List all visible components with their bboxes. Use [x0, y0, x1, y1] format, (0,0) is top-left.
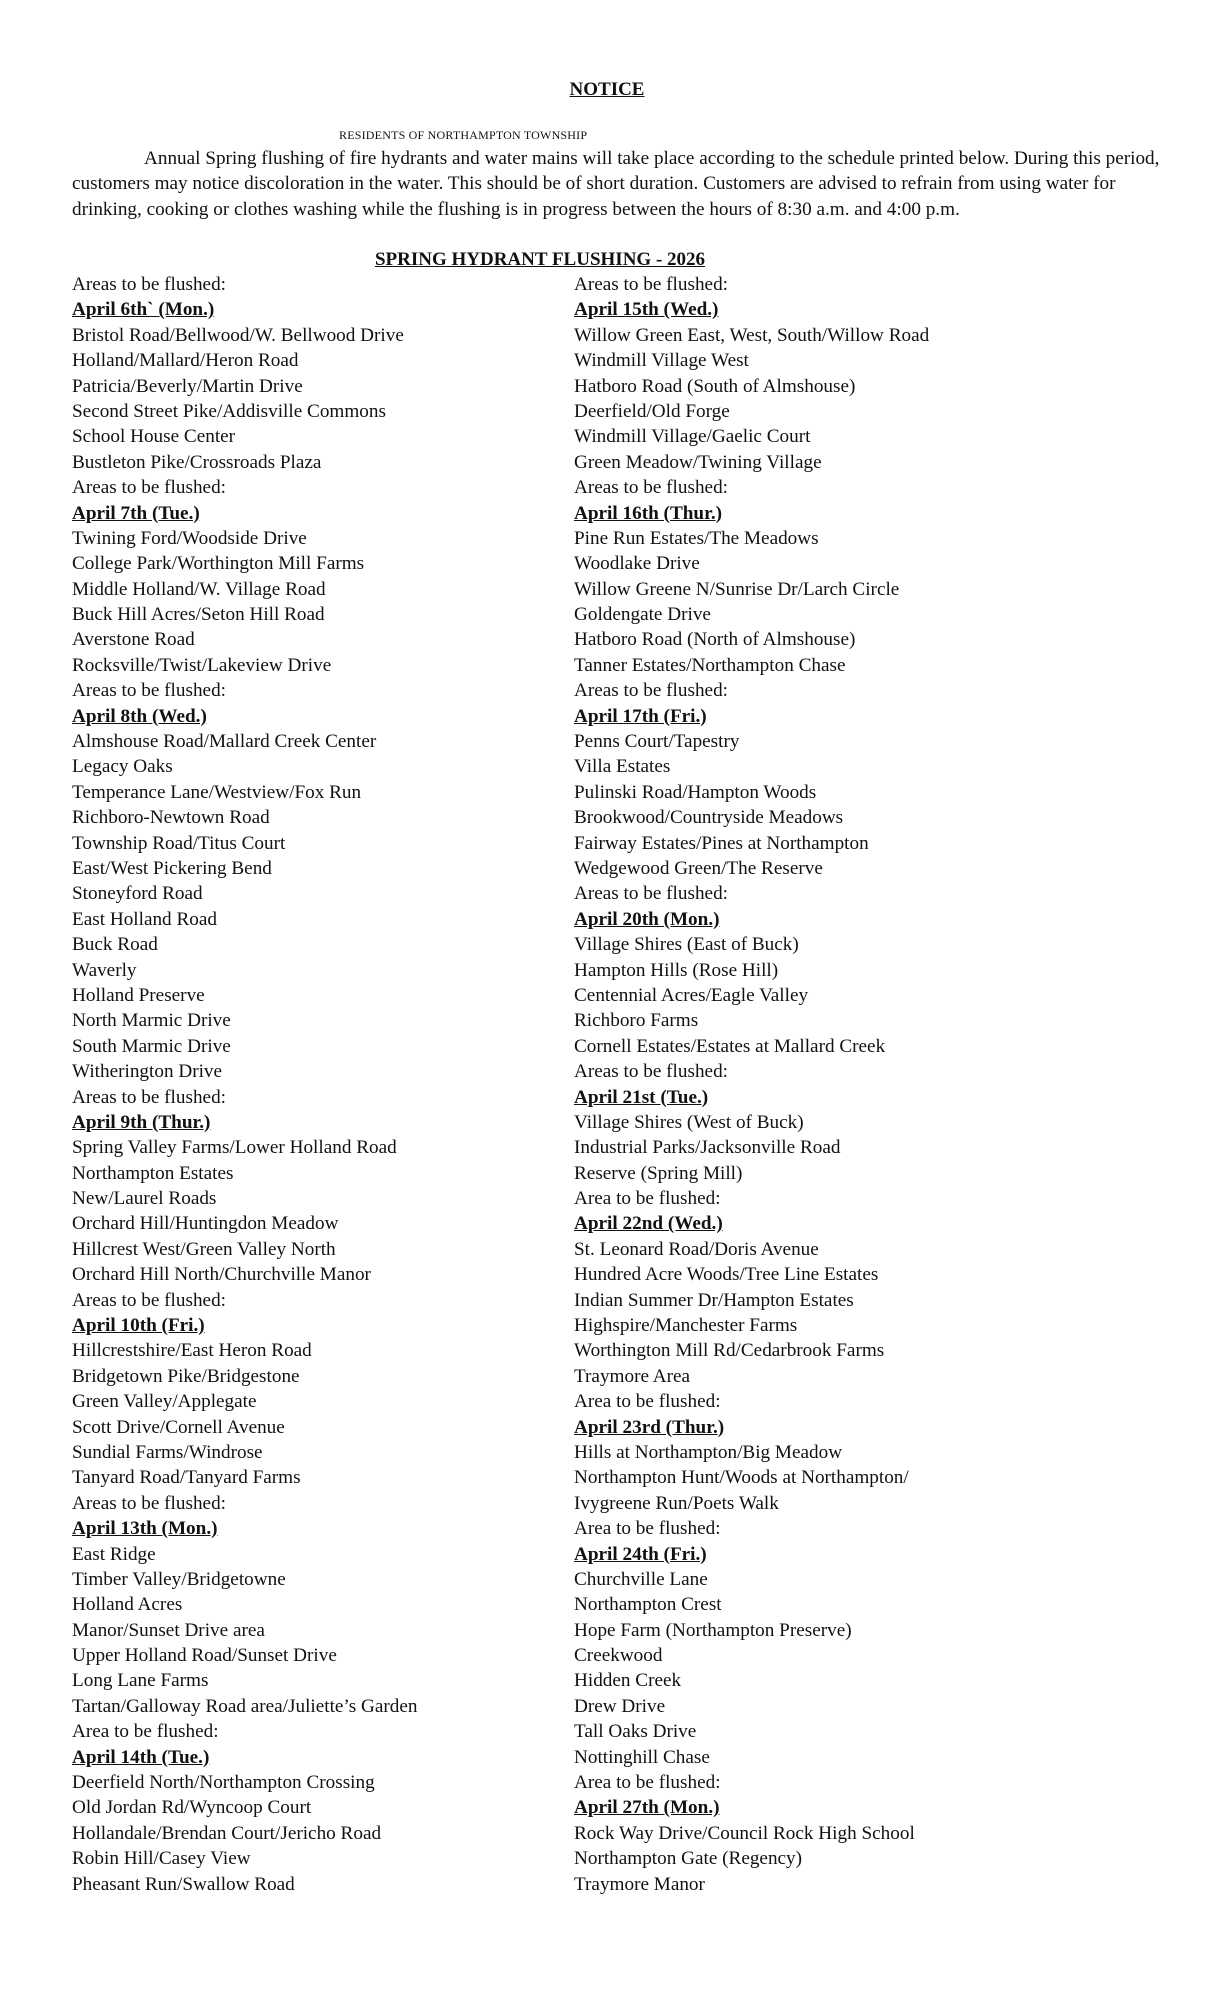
area-item: Reserve (Spring Mill): [574, 1162, 743, 1184]
area-item: St. Leonard Road/Doris Avenue: [574, 1238, 819, 1260]
area-item: East Holland Road: [72, 908, 217, 930]
area-item: Northampton Gate (Regency): [574, 1848, 803, 1870]
flush-date-heading: April 6th` (Mon.): [72, 299, 215, 321]
area-item: Woodlake Drive: [574, 553, 700, 575]
areas-label: Areas to be flushed:: [574, 680, 728, 702]
flush-date-heading: April 27th (Mon.): [574, 1797, 720, 1819]
area-item: Northampton Estates: [72, 1162, 234, 1184]
area-item: Upper Holland Road/Sunset Drive: [72, 1645, 337, 1667]
area-item: Deerfield/Old Forge: [574, 400, 730, 422]
schedule-title: SPRING HYDRANT FLUSHING - 2026: [374, 249, 706, 270]
flush-date-heading: April 13th (Mon.): [72, 1518, 218, 1540]
area-item: Pine Run Estates/The Meadows: [574, 527, 819, 549]
schedule-column-right: [574, 272, 1134, 1897]
area-item: Averstone Road: [72, 629, 195, 651]
area-item: Rock Way Drive/Council Rock High School: [574, 1822, 915, 1844]
areas-label: Areas to be flushed:: [72, 1492, 226, 1514]
area-item: Drew Drive: [574, 1695, 666, 1717]
area-item: Almshouse Road/Mallard Creek Center: [72, 731, 377, 753]
flush-date-heading: April 15th (Wed.): [574, 299, 719, 321]
area-item: Buck Hill Acres/Seton Hill Road: [72, 604, 325, 626]
area-item: Temperance Lane/Westview/Fox Run: [72, 781, 362, 803]
area-item: Wedgewood Green/The Reserve: [574, 857, 823, 879]
areas-label: Areas to be flushed:: [72, 1289, 226, 1311]
area-item: Green Valley/Applegate: [72, 1391, 257, 1413]
schedule-column-left: [72, 272, 552, 1897]
area-item: Hampton Hills (Rose Hill): [574, 959, 779, 981]
area-item: Windmill Village West: [574, 350, 749, 372]
area-item: Creekwood: [574, 1645, 663, 1667]
residents-heading: RESIDENTS OF NORTHAMPTON TOWNSHIP: [339, 128, 588, 142]
area-item: Hatboro Road (South of Almshouse): [574, 375, 856, 397]
areas-label: Areas to be flushed:: [72, 274, 226, 295]
areas-label: Area to be flushed:: [574, 1772, 721, 1794]
area-item: Hollandale/Brendan Court/Jericho Road: [72, 1822, 382, 1844]
area-item: Robin Hill/Casey View: [72, 1848, 251, 1870]
area-item: Fairway Estates/Pines at Northampton: [574, 832, 869, 854]
areas-label: Areas to be flushed:: [72, 477, 226, 499]
area-item: Stoneyford Road: [72, 883, 203, 905]
area-item: Northampton Crest: [574, 1594, 722, 1616]
area-item: Hope Farm (Northampton Preserve): [574, 1619, 852, 1641]
area-item: Legacy Oaks: [72, 756, 173, 778]
flush-date-heading: April 17th (Fri.): [574, 705, 707, 727]
area-item: School House Center: [72, 426, 236, 448]
area-item: Township Road/Titus Court: [72, 832, 286, 854]
area-item: Bristol Road/Bellwood/W. Bellwood Drive: [72, 324, 404, 346]
area-item: Cornell Estates/Estates at Mallard Creek: [574, 1035, 886, 1057]
areas-label: Area to be flushed:: [72, 1721, 219, 1743]
area-item: Windmill Village/Gaelic Court: [574, 426, 811, 448]
area-item: Penns Court/Tapestry: [574, 731, 740, 753]
flush-date-heading: April 23rd (Thur.): [574, 1416, 725, 1438]
area-item: North Marmic Drive: [72, 1010, 231, 1032]
area-item: Tartan/Galloway Road area/Juliette’s Garden: [72, 1695, 418, 1717]
area-item: Holland Acres: [72, 1594, 183, 1616]
area-item: Brookwood/Countryside Meadows: [574, 807, 844, 829]
area-item: Twining Ford/Woodside Drive: [72, 527, 307, 549]
flush-date-heading: April 22nd (Wed.): [574, 1213, 723, 1235]
area-item: Village Shires (East of Buck): [574, 934, 799, 956]
flush-date-heading: April 9th (Thur.): [72, 1111, 211, 1133]
area-item: Hillcrest West/Green Valley North: [72, 1238, 336, 1260]
flush-date-heading: April 8th (Wed.): [72, 705, 207, 727]
area-item: Northampton Hunt/Woods at Northampton/: [574, 1467, 909, 1489]
area-item: Indian Summer Dr/Hampton Estates: [574, 1289, 854, 1311]
area-item: Richboro-Newtown Road: [72, 807, 270, 829]
areas-label: Areas to be flushed:: [574, 274, 728, 295]
areas-label: Areas to be flushed:: [72, 1086, 226, 1108]
area-item: Green Meadow/Twining Village: [574, 451, 822, 473]
area-item: Pheasant Run/Swallow Road: [72, 1873, 295, 1895]
area-item: Tall Oaks Drive: [574, 1721, 697, 1743]
area-item: Ivygreene Run/Poets Walk: [574, 1492, 779, 1514]
flush-date-heading: April 7th (Tue.): [72, 502, 200, 524]
area-item: College Park/Worthington Mill Farms: [72, 553, 365, 575]
area-item: Churchville Lane: [574, 1568, 708, 1590]
area-item: Traymore Area: [574, 1365, 690, 1387]
area-item: Old Jordan Rd/Wyncoop Court: [72, 1797, 312, 1819]
flush-date-heading: April 24th (Fri.): [574, 1543, 707, 1565]
flush-date-heading: April 16th (Thur.): [574, 502, 723, 524]
areas-label: Areas to be flushed:: [574, 477, 728, 499]
area-item: Village Shires (West of Buck): [574, 1111, 804, 1133]
area-item: Richboro Farms: [574, 1010, 699, 1032]
flush-date-heading: April 14th (Tue.): [72, 1746, 210, 1768]
area-item: Orchard Hill/Huntingdon Meadow: [72, 1213, 339, 1235]
area-item: Worthington Mill Rd/Cedarbrook Farms: [574, 1340, 885, 1362]
area-item: East Ridge: [72, 1543, 156, 1565]
area-item: Second Street Pike/Addisville Commons: [72, 400, 386, 422]
area-item: Hills at Northampton/Big Meadow: [574, 1441, 843, 1463]
area-item: Centennial Acres/Eagle Valley: [574, 984, 809, 1006]
area-item: Manor/Sunset Drive area: [72, 1619, 265, 1641]
area-item: South Marmic Drive: [72, 1035, 231, 1057]
area-item: Long Lane Farms: [72, 1670, 209, 1692]
area-item: Deerfield North/Northampton Crossing: [72, 1772, 375, 1794]
area-item: Scott Drive/Cornell Avenue: [72, 1416, 285, 1438]
area-item: Hidden Creek: [574, 1670, 682, 1692]
area-item: Villa Estates: [574, 756, 671, 778]
areas-label: Areas to be flushed:: [72, 680, 226, 702]
areas-label: Area to be flushed:: [574, 1518, 721, 1540]
area-item: Highspire/Manchester Farms: [574, 1315, 798, 1337]
flush-date-heading: April 20th (Mon.): [574, 908, 720, 930]
intro-paragraph: Annual Spring flushing of fire hydrants and water mains will take place according to the schedule printed below. During this period, customers may notice discoloration in the water. This should be of short duration. Customers are advised to refrain from using water for drinking, cooking or clothes washing while the flushing is in progress between the hours of 8:30 a.m. and 4:00 p.m.: [72, 148, 1160, 220]
area-item: Patricia/Beverly/Martin Drive: [72, 375, 303, 397]
area-item: Timber Valley/Bridgetowne: [72, 1568, 286, 1590]
area-item: New/Laurel Roads: [72, 1188, 217, 1210]
area-item: Nottinghill Chase: [574, 1746, 710, 1768]
areas-label: Areas to be flushed:: [574, 883, 728, 905]
area-item: Holland Preserve: [72, 984, 205, 1006]
area-item: East/West Pickering Bend: [72, 857, 272, 879]
area-item: Spring Valley Farms/Lower Holland Road: [72, 1137, 397, 1159]
notice-title: NOTICE: [569, 79, 645, 100]
area-item: Traymore Manor: [574, 1873, 705, 1895]
flush-date-heading: April 21st (Tue.): [574, 1086, 709, 1108]
areas-label: Area to be flushed:: [574, 1188, 721, 1210]
area-item: Hundred Acre Woods/Tree Line Estates: [574, 1264, 879, 1286]
area-item: Middle Holland/W. Village Road: [72, 578, 326, 600]
area-item: Rocksville/Twist/Lakeview Drive: [72, 654, 332, 676]
area-item: Tanner Estates/Northampton Chase: [574, 654, 846, 676]
area-item: Witherington Drive: [72, 1061, 223, 1083]
area-item: Waverly: [72, 959, 137, 981]
areas-label: Areas to be flushed:: [574, 1061, 728, 1083]
area-item: Bridgetown Pike/Bridgestone: [72, 1365, 300, 1387]
area-item: Pulinski Road/Hampton Woods: [574, 781, 817, 803]
area-item: Orchard Hill North/Churchville Manor: [72, 1264, 371, 1286]
area-item: Willow Greene N/Sunrise Dr/Larch Circle: [574, 578, 900, 600]
area-item: Willow Green East, West, South/Willow Road: [574, 324, 930, 346]
areas-label: Area to be flushed:: [574, 1391, 721, 1413]
area-item: Bustleton Pike/Crossroads Plaza: [72, 451, 322, 473]
area-item: Industrial Parks/Jacksonville Road: [574, 1137, 841, 1159]
area-item: Buck Road: [72, 934, 158, 956]
area-item: Tanyard Road/Tanyard Farms: [72, 1467, 301, 1489]
area-item: Goldengate Drive: [574, 604, 711, 626]
area-item: Sundial Farms/Windrose: [72, 1441, 263, 1463]
area-item: Hatboro Road (North of Almshouse): [574, 629, 856, 651]
area-item: Holland/Mallard/Heron Road: [72, 350, 299, 372]
area-item: Hillcrestshire/East Heron Road: [72, 1340, 312, 1362]
flush-date-heading: April 10th (Fri.): [72, 1315, 205, 1337]
